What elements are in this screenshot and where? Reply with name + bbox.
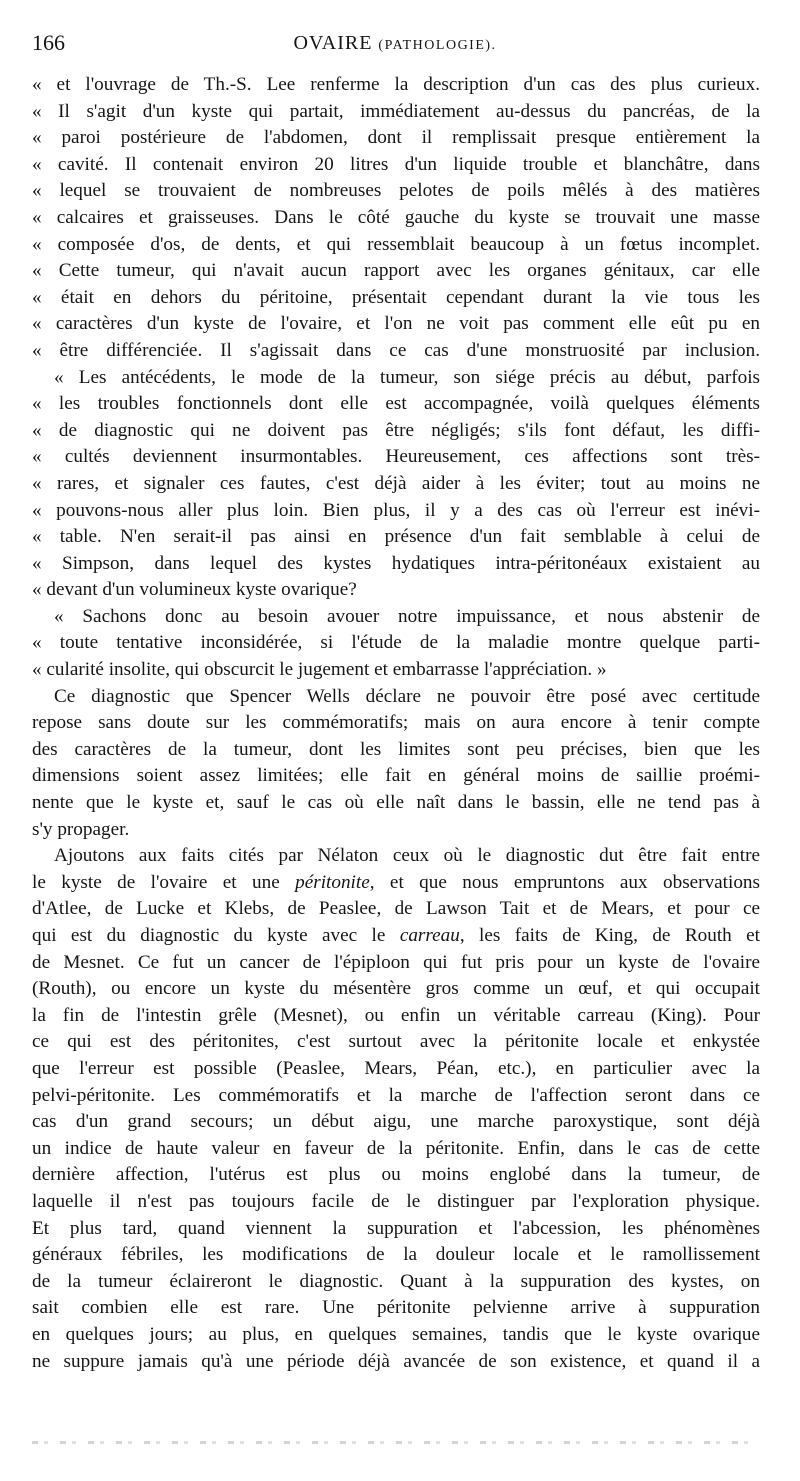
running-head [32,32,758,55]
text-line: « lequel se trouvaient de nombreuses pelotes de poils mêlés à des matières [32,180,760,202]
text-line: un indice de haute valeur en faveur de la péritonite. Enfin, dans le cas de cette [32,1137,760,1159]
text-line: Et plus tard, quand viennent la suppuration et l'abcession, les phénomènes [32,1217,760,1239]
text-body [32,72,760,1375]
running-subtitle: (PATHOLOGIE). [378,38,497,53]
text-line: « cultés deviennent insurmontables. Heureusement, ces affections sont très- [32,446,760,468]
text-line: « de diagnostic qui ne doivent pas être négligés; s'ils font défaut, les diffi- [32,419,760,441]
text-line: de la tumeur éclaireront le diagnostic. Quant à la suppuration des kystes, on [32,1270,760,1292]
text-line: ce qui est des péritonites, c'est surtout avec la péritonite locale et enkystée [32,1031,760,1053]
text-line: pelvi-péritonite. Les commémoratifs et la marche de l'affection seront dans ce [32,1084,760,1106]
text-line: Ajoutons aux faits cités par Nélaton ceux où le diagnostic dut être fait entre [54,845,760,867]
bottom-rule [32,1441,760,1444]
text-line: « Simpson, dans lequel des kystes hydatiques intra-péritonéaux existaient au [32,552,760,574]
running-title: OVAIRE [293,32,373,54]
text-line: « cavité. Il contenait environ 20 litres d'un liquide trouble et blanchâtre, dans [32,153,760,175]
text-line: Ce diagnostic que Spencer Wells déclare ne pouvoir être posé avec certitude [54,685,760,707]
text-line: (Routh), ou encore un kyste du mésentère gros comme un œuf, et qui occupait [32,978,760,1000]
text-line: « était en dehors du péritoine, présentait cependant durant la vie tous les [32,286,760,308]
text-line: « caractères d'un kyste de l'ovaire, et l'on ne voit pas comment elle eût pu en [32,313,760,335]
text-line: « être différenciée. Il s'agissait dans ce cas d'une monstruosité par inclusion. [32,339,760,361]
page-header [32,30,758,60]
text-line: « Les antécédents, le mode de la tumeur, son siége précis au début, parfois [54,366,760,388]
text-line: des caractères de la tumeur, dont les limites sont peu précises, bien que les [32,738,760,760]
text-line: s'y propager. [32,818,130,840]
text-line: sait combien elle est rare. Une péritonite pelvienne arrive à suppuration [32,1297,760,1319]
text-line: « composée d'os, de dents, et qui ressemblait beaucoup à un fœtus incomplet. [32,233,760,255]
text-line: ne suppure jamais qu'à une période déjà avancée de son existence, et quand il a [32,1350,760,1372]
text-line: « devant d'un volumineux kyste ovarique? [32,579,357,601]
text-line: « cularité insolite, qui obscurcit le jugement et embarrasse l'appréciation. » [32,659,607,681]
text-line: « les troubles fonctionnels dont elle est accompagnée, voilà quelques éléments [32,393,760,415]
text-line: la fin de l'intestin grêle (Mesnet), ou enfin un véritable carreau (King). Pour [32,1004,760,1026]
text-line: « rares, et signaler ces fautes, c'est déjà aider à les éviter; tout au moins ne [32,472,760,494]
text-line: « Cette tumeur, qui n'avait aucun rapport avec les organes génitaux, car elle [32,260,760,282]
text-line: « table. N'en serait-il pas ainsi en présence d'un fait semblable à celui de [32,526,760,548]
text-line: « Il s'agit d'un kyste qui partait, immédiatement au-dessus du pancréas, de la [32,100,760,122]
text-line: de Mesnet. Ce fut un cancer de l'épiploon qui fut pris pour un kyste de l'ovaire [32,951,760,973]
text-line: laquelle il n'est pas toujours facile de le distinguer par l'exploration physique. [32,1190,760,1212]
text-line: repose sans doute sur les commémoratifs; mais on aura encore à tenir compte [32,712,760,734]
text-line: « pouvons-nous aller plus loin. Bien plus, il y a des cas où l'erreur est inévi- [32,499,760,521]
text-line: nente que le kyste et, sauf le cas où elle naît dans le bassin, elle ne tend pas à [32,792,760,814]
text-line: d'Atlee, de Lucke et Klebs, de Peaslee, de Lawson Tait et de Mears, et pour ce [32,898,760,920]
text-line: « toute tentative inconsidérée, si l'étude de la maladie montre quelque parti- [32,632,760,654]
text-line: « et l'ouvrage de Th.-S. Lee renferme la description d'un cas des plus curieux. [32,74,760,95]
text-line: qui est du diagnostic du kyste avec le carreau, les faits de King, de Routh et [32,925,760,946]
text-line: « Sachons donc au besoin avouer notre impuissance, et nous abstenir de [54,605,760,627]
text-line: généraux fébriles, les modifications de la douleur locale et le ramollissement [32,1244,760,1266]
text-line: dimensions soient assez limitées; elle fait en général moins de saillie proémi- [32,765,760,787]
page-number: 166 [32,30,65,55]
text-line: cas d'un grand secours; un début aigu, une marche paroxystique, sont déjà [32,1111,760,1133]
text-line: dernière affection, l'utérus est plus ou moins englobé dans la tumeur, de [32,1164,760,1186]
text-line: que l'erreur est possible (Peaslee, Mears, Péan, etc.), en particulier avec la [32,1057,760,1079]
text-line: le kyste de l'ovaire et une péritonite, et que nous empruntons aux observations [32,871,760,893]
text-line: en quelques jours; au plus, en quelques semaines, tandis que le kyste ovarique [32,1323,760,1345]
text-line: « paroi postérieure de l'abdomen, dont il remplissait presque entièrement la [32,127,760,149]
text-line: « calcaires et graisseuses. Dans le côté gauche du kyste se trouvait une masse [32,206,760,228]
